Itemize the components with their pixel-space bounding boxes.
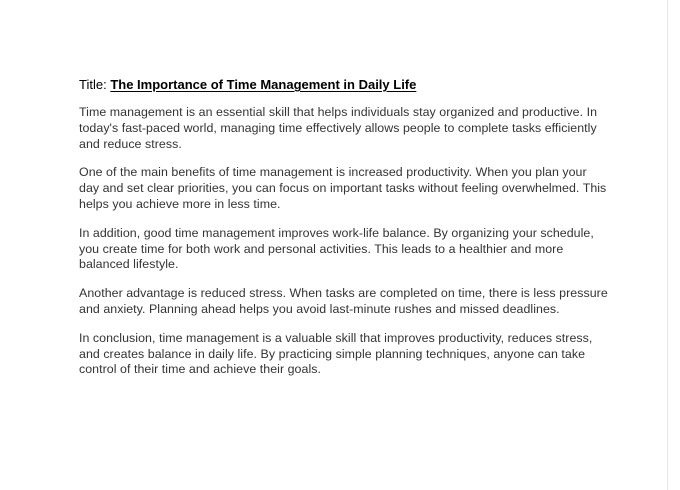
document-title-line: [79, 76, 609, 94]
paragraph-work-life-balance: In addition, good time management improves work-life balance. By organizing your schedule, you create time for both work and personal activities. This leads to a healthier and more balanced lifestyle.: [79, 225, 594, 272]
paragraph-intro: Time management is an essential skill that helps individuals stay organized and productive. In today's fast-paced world, managing time effectively allows people to complete tasks efficiently and reduce stress.: [79, 105, 598, 151]
paragraph-productivity: One of the main benefits of time management is increased productivity. When you plan your day and set clear priorities, you can focus on important tasks without feeling overwhelmed. This helps you achieve more in less time.: [79, 165, 607, 211]
title-label: Title:: [79, 77, 107, 92]
paragraph-reduced-stress: Another advantage is reduced stress. When tasks are completed on time, there is less pressure and anxiety. Planning ahead helps you avoid last-minute rushes and missed deadlines.: [79, 286, 608, 316]
page-edge-divider: [667, 0, 668, 490]
document-body: [79, 76, 609, 391]
document-title: The Importance of Time Management in Daily Life: [110, 77, 417, 92]
paragraph-conclusion: In conclusion, time management is a valuable skill that improves productivity, reduces stress, and creates balance in daily life. By practicing simple planning techniques, anyone can take control of their time and achieve their goals.: [79, 330, 593, 377]
